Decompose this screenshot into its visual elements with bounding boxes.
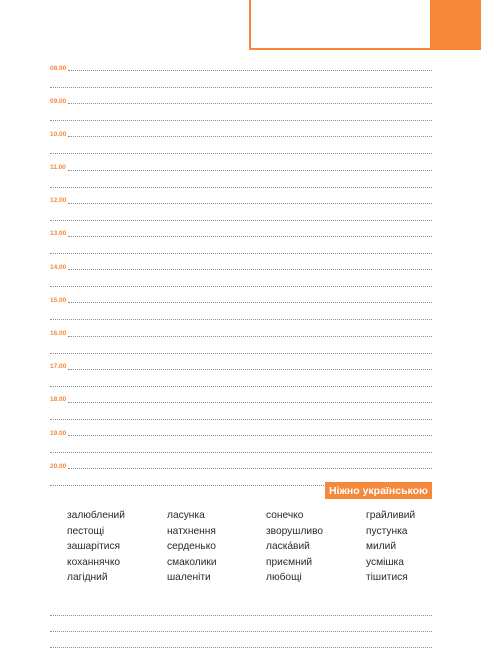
hourly-schedule (50, 60, 432, 491)
vocab-word: шаленіти (167, 572, 211, 584)
vocab-word: милий (366, 541, 397, 553)
vocab-word: коханнячко (67, 556, 121, 568)
writing-line[interactable] (68, 70, 432, 71)
hour-label: 08.00 (50, 64, 67, 72)
writing-line[interactable] (50, 153, 432, 154)
hour-label: 17.00 (50, 363, 67, 371)
writing-line[interactable] (50, 419, 432, 420)
note-line[interactable] (50, 600, 432, 616)
hour-label: 18.00 (50, 396, 67, 404)
writing-line[interactable] (50, 353, 432, 354)
writing-line[interactable] (68, 136, 432, 137)
hour-label: 13.00 (50, 230, 67, 238)
vocab-word: пустунка (366, 525, 408, 537)
writing-line[interactable] (50, 87, 432, 88)
notes-area (50, 600, 432, 648)
writing-line[interactable] (68, 170, 432, 171)
hour-label: 20.00 (50, 462, 67, 470)
hour-label: 16.00 (50, 330, 67, 337)
hour-slot (50, 193, 432, 226)
vocab-title-banner: Ніжно українською (325, 482, 432, 499)
vocab-word: грайливий (366, 510, 416, 521)
vocab-word: серденько (167, 541, 216, 553)
writing-line[interactable] (50, 319, 432, 320)
writing-line[interactable] (50, 120, 432, 121)
writing-line[interactable] (68, 302, 432, 303)
vocab-word: усмішка (366, 556, 404, 568)
hour-slot (50, 126, 432, 159)
writing-line[interactable] (68, 435, 432, 436)
writing-line[interactable] (50, 452, 432, 453)
hour-slot (50, 60, 432, 93)
vocab-word: любощі (266, 572, 302, 584)
header-frame (249, 0, 432, 50)
writing-line[interactable] (50, 220, 432, 221)
writing-line[interactable] (50, 253, 432, 254)
vocab-word: приємний (266, 556, 313, 568)
vocab-word: залюблений (67, 510, 125, 521)
hour-slot (50, 392, 432, 425)
hour-label: 11.00 (50, 164, 66, 172)
corner-tab (431, 0, 481, 50)
hour-label: 10.00 (50, 130, 67, 138)
vocab-word: сонечко (266, 510, 304, 521)
vocab-word-grid (67, 508, 447, 586)
hour-label: 19.00 (50, 429, 67, 437)
writing-line[interactable] (68, 402, 432, 403)
writing-line[interactable] (50, 386, 432, 387)
vocab-word: лагідний (67, 572, 108, 584)
vocab-word: тішитися (366, 572, 408, 584)
writing-line[interactable] (68, 103, 432, 104)
hour-slot (50, 292, 432, 325)
vocab-word: зворушливо (266, 525, 324, 537)
hour-slot (50, 326, 432, 359)
writing-line[interactable] (68, 203, 432, 204)
writing-line[interactable] (68, 336, 432, 337)
vocab-word: пестощі (67, 525, 105, 537)
hour-slot (50, 93, 432, 126)
hour-label: 12.00 (50, 197, 67, 205)
writing-line[interactable] (50, 286, 432, 287)
vocab-word: ласка́вий (266, 541, 310, 553)
hour-slot (50, 259, 432, 292)
vocab-word: натхнення (167, 525, 216, 537)
writing-line[interactable] (50, 187, 432, 188)
hour-slot (50, 226, 432, 259)
hour-slot (50, 359, 432, 392)
hour-slot (50, 425, 432, 458)
vocab-word: смаколики (167, 556, 217, 568)
vocab-word: ласунка (167, 510, 205, 521)
writing-line[interactable] (68, 468, 432, 469)
vocab-word: зашарітися (67, 541, 121, 553)
hour-label: 14.00 (50, 263, 67, 271)
hour-label: 15.00 (50, 296, 67, 304)
writing-line[interactable] (68, 269, 432, 270)
note-line[interactable] (50, 632, 432, 648)
note-line[interactable] (50, 616, 432, 632)
writing-line[interactable] (68, 369, 432, 370)
hour-slot (50, 160, 432, 193)
hour-label: 09.00 (50, 97, 67, 105)
writing-line[interactable] (68, 236, 432, 237)
